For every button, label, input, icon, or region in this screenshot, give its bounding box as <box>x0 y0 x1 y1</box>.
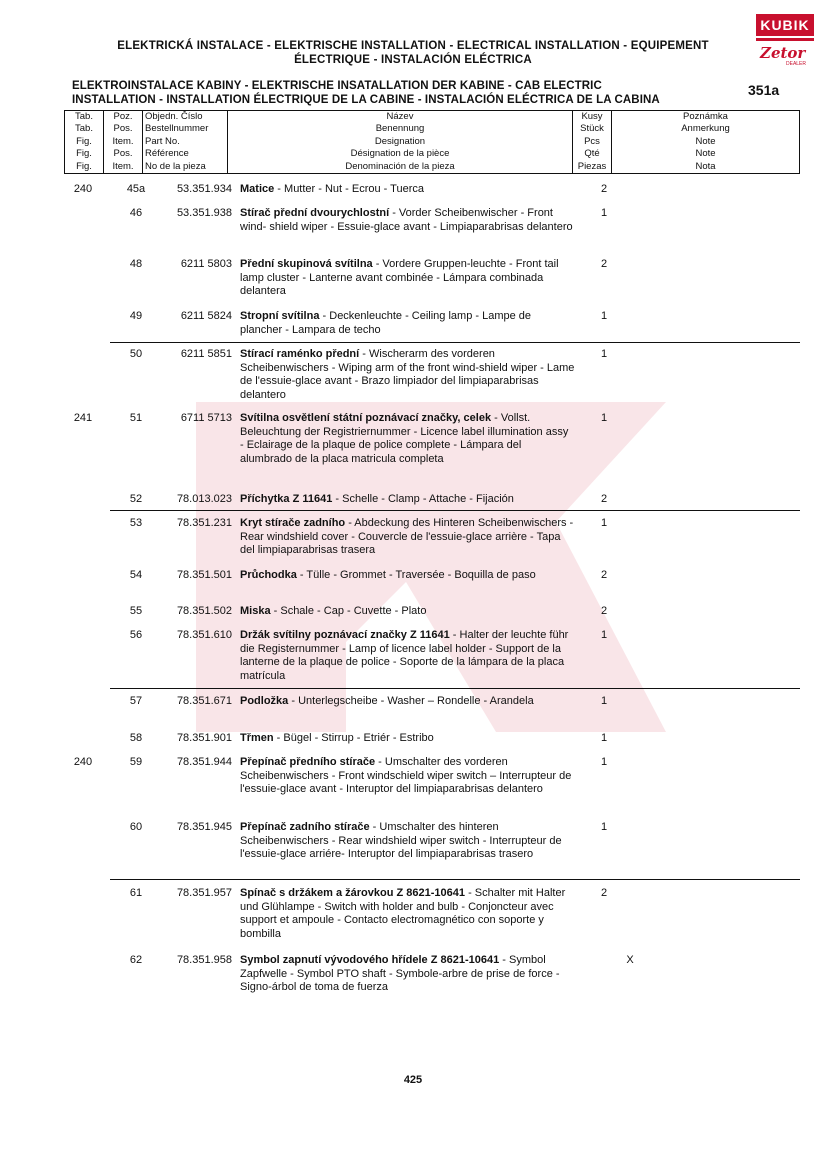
col-tab-header: Tab. Tab. Fig. Fig. Fig. <box>65 111 104 174</box>
logo-sub: Zetor <box>760 44 806 62</box>
document-header-line2: ÉLECTRIQUE - INSTALACIÓN ELÉCTRICA <box>294 54 532 66</box>
logo-brand: KUBIK <box>760 17 810 33</box>
row-separator <box>110 510 800 511</box>
logo-dealer: DEALER <box>786 61 807 67</box>
row-separator <box>110 688 800 689</box>
col-name-header: Název Benennung Designation Désignation de la pièce Denominación de la pieza <box>228 111 573 174</box>
section-page-code: 351a <box>748 82 780 98</box>
col-qty-header: Kusy Stück Pcs Qté Piezas <box>573 111 612 174</box>
col-note-header: Poznámka Anmerkung Note Note Nota <box>612 111 800 174</box>
section-title-line1: ELEKTROINSTALACE KABINY - ELEKTRISCHE INSATALLATION DER KABINE - CAB ELECTRIC <box>72 80 602 92</box>
column-header-table <box>64 110 800 174</box>
row-separator <box>110 879 800 880</box>
document-header-line1: ELEKTRICKÁ INSTALACE - ELEKTRISCHE INSTALLATION - ELECTRICAL INSTALLATION - EQUIPEMENT <box>117 40 709 52</box>
row-separator <box>110 342 800 343</box>
page-number: 425 <box>403 1074 423 1086</box>
section-title-line2: INSTALLATION - INSTALLATION ÉLECTRIQUE DE LA CABINE - INSTALACIÓN ELÉCTRICA DE LA CABINA <box>72 94 660 106</box>
col-part-header: Objedn. Číslo Bestellnummer Part No. Référence No de la pieza <box>143 111 228 174</box>
col-pos-header: Poz. Pos. Item. Pos. Item. <box>104 111 143 174</box>
